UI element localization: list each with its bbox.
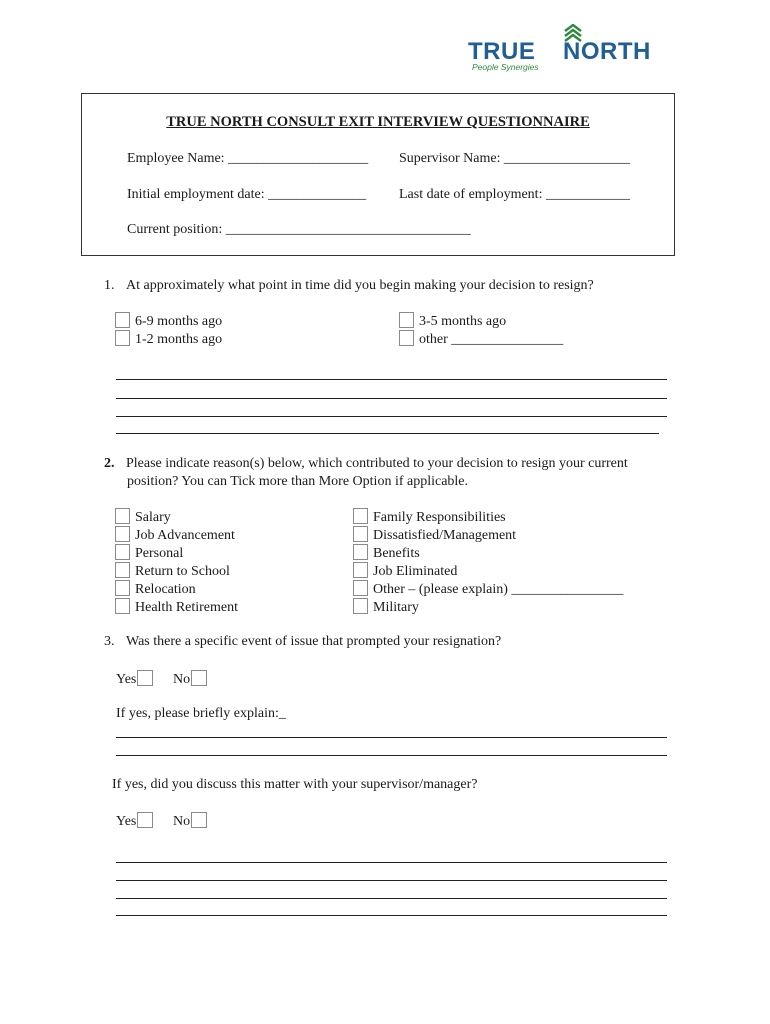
discuss-no-option[interactable] bbox=[173, 812, 207, 830]
logo-tagline: People Synergies bbox=[472, 62, 539, 72]
q2-option-label: Job Eliminated bbox=[373, 564, 458, 579]
checkbox[interactable] bbox=[115, 544, 130, 560]
current-position-field[interactable]: Current position: ___________________________________ bbox=[127, 222, 471, 237]
answer-line[interactable] bbox=[116, 416, 667, 417]
q2-option-label: Health Retirement bbox=[135, 600, 239, 615]
explain-prompt: If yes, please briefly explain:_ bbox=[116, 706, 286, 721]
question-2 bbox=[104, 456, 628, 472]
q3-yes-option[interactable] bbox=[116, 670, 153, 688]
question-2-text-line2: position? You can Tick more than More Option if applicable. bbox=[127, 474, 469, 489]
no-checkbox[interactable] bbox=[191, 670, 207, 686]
q2-option[interactable] bbox=[115, 544, 183, 562]
last-employment-date-field[interactable]: Last date of employment: ____________ bbox=[399, 187, 630, 202]
answer-line[interactable] bbox=[116, 737, 667, 738]
question-2-text-line1: Please indicate reason(s) below, which contributed to your decision to resign your current bbox=[126, 456, 628, 471]
q2-option[interactable] bbox=[115, 508, 171, 526]
answer-line[interactable] bbox=[116, 379, 667, 380]
q1-option-label: 1-2 months ago bbox=[135, 332, 223, 347]
yes-checkbox[interactable] bbox=[137, 812, 153, 828]
answer-line[interactable] bbox=[116, 862, 667, 863]
q2-option[interactable] bbox=[115, 562, 230, 580]
q2-option-label: Other – (please explain) ________________ bbox=[373, 582, 624, 597]
q1-option[interactable] bbox=[115, 330, 222, 348]
checkbox[interactable] bbox=[353, 508, 368, 524]
yes-checkbox[interactable] bbox=[137, 670, 153, 686]
q2-option-label: Job Advancement bbox=[135, 528, 235, 543]
checkbox[interactable] bbox=[115, 562, 130, 578]
q2-option[interactable] bbox=[353, 544, 420, 562]
q2-option[interactable] bbox=[115, 526, 235, 544]
logo-word-north: NORTH bbox=[563, 38, 651, 65]
question-2-number: 2. bbox=[104, 456, 115, 471]
q1-option[interactable] bbox=[399, 312, 506, 330]
q2-option[interactable] bbox=[353, 508, 506, 526]
checkbox[interactable] bbox=[353, 598, 368, 614]
answer-line[interactable] bbox=[116, 755, 667, 756]
answer-line[interactable] bbox=[116, 433, 659, 434]
no-label: No bbox=[173, 672, 191, 687]
q2-option[interactable] bbox=[353, 580, 623, 598]
initial-employment-date-field[interactable]: Initial employment date: ______________ bbox=[127, 187, 367, 202]
q2-option-label: Relocation bbox=[135, 582, 196, 597]
q2-option[interactable] bbox=[353, 526, 516, 544]
q1-option-label: 3-5 months ago bbox=[419, 314, 507, 329]
checkbox[interactable] bbox=[353, 526, 368, 542]
answer-line[interactable] bbox=[116, 915, 667, 916]
answer-line[interactable] bbox=[116, 398, 667, 399]
q2-option[interactable] bbox=[115, 598, 238, 616]
q2-option-label: Personal bbox=[135, 546, 184, 561]
answer-line[interactable] bbox=[116, 898, 667, 899]
supervisor-name-field[interactable]: Supervisor Name: __________________ bbox=[399, 151, 630, 166]
checkbox[interactable] bbox=[115, 598, 130, 614]
q2-option-label: Family Responsibilities bbox=[373, 510, 506, 525]
answer-line[interactable] bbox=[116, 880, 667, 881]
checkbox[interactable] bbox=[115, 508, 130, 524]
discuss-prompt: If yes, did you discuss this matter with your supervisor/manager? bbox=[112, 777, 478, 792]
checkbox[interactable] bbox=[115, 312, 130, 328]
q2-option-label: Military bbox=[373, 600, 419, 615]
checkbox[interactable] bbox=[353, 580, 368, 596]
checkbox[interactable] bbox=[353, 544, 368, 560]
question-3-text: Was there a specific event of issue that prompted your resignation? bbox=[126, 634, 502, 649]
question-1-number: 1. bbox=[104, 278, 115, 293]
company-logo bbox=[466, 24, 672, 76]
question-3 bbox=[104, 634, 501, 650]
yes-label: Yes bbox=[116, 672, 137, 687]
yes-label: Yes bbox=[116, 814, 137, 829]
q3-no-option[interactable] bbox=[173, 670, 207, 688]
q2-option[interactable] bbox=[115, 580, 196, 598]
discuss-yes-option[interactable] bbox=[116, 812, 153, 830]
q2-option-label: Benefits bbox=[373, 546, 420, 561]
header-info-box bbox=[81, 93, 675, 256]
q2-option-label: Return to School bbox=[135, 564, 230, 579]
q2-option-label: Dissatisfied/Management bbox=[373, 528, 517, 543]
checkbox[interactable] bbox=[115, 330, 130, 346]
form-title: TRUE NORTH CONSULT EXIT INTERVIEW QUESTIONNAIRE bbox=[166, 114, 590, 130]
q2-option-label: Salary bbox=[135, 510, 171, 525]
q2-option[interactable] bbox=[353, 562, 457, 580]
no-label: No bbox=[173, 814, 191, 829]
employee-name-field[interactable]: Employee Name: ____________________ bbox=[127, 151, 369, 166]
q1-option-label: other ________________ bbox=[419, 332, 564, 347]
question-1 bbox=[104, 278, 594, 294]
question-3-number: 3. bbox=[104, 634, 115, 649]
checkbox[interactable] bbox=[399, 312, 414, 328]
q1-option-label: 6-9 months ago bbox=[135, 314, 223, 329]
q1-option[interactable] bbox=[399, 330, 563, 348]
q1-option[interactable] bbox=[115, 312, 222, 330]
q2-option[interactable] bbox=[353, 598, 419, 616]
checkbox[interactable] bbox=[115, 526, 130, 542]
checkbox[interactable] bbox=[399, 330, 414, 346]
checkbox[interactable] bbox=[115, 580, 130, 596]
no-checkbox[interactable] bbox=[191, 812, 207, 828]
logo-word-true: TRUE bbox=[468, 38, 536, 65]
question-1-text: At approximately what point in time did you begin making your decision to resign? bbox=[126, 278, 594, 293]
checkbox[interactable] bbox=[353, 562, 368, 578]
